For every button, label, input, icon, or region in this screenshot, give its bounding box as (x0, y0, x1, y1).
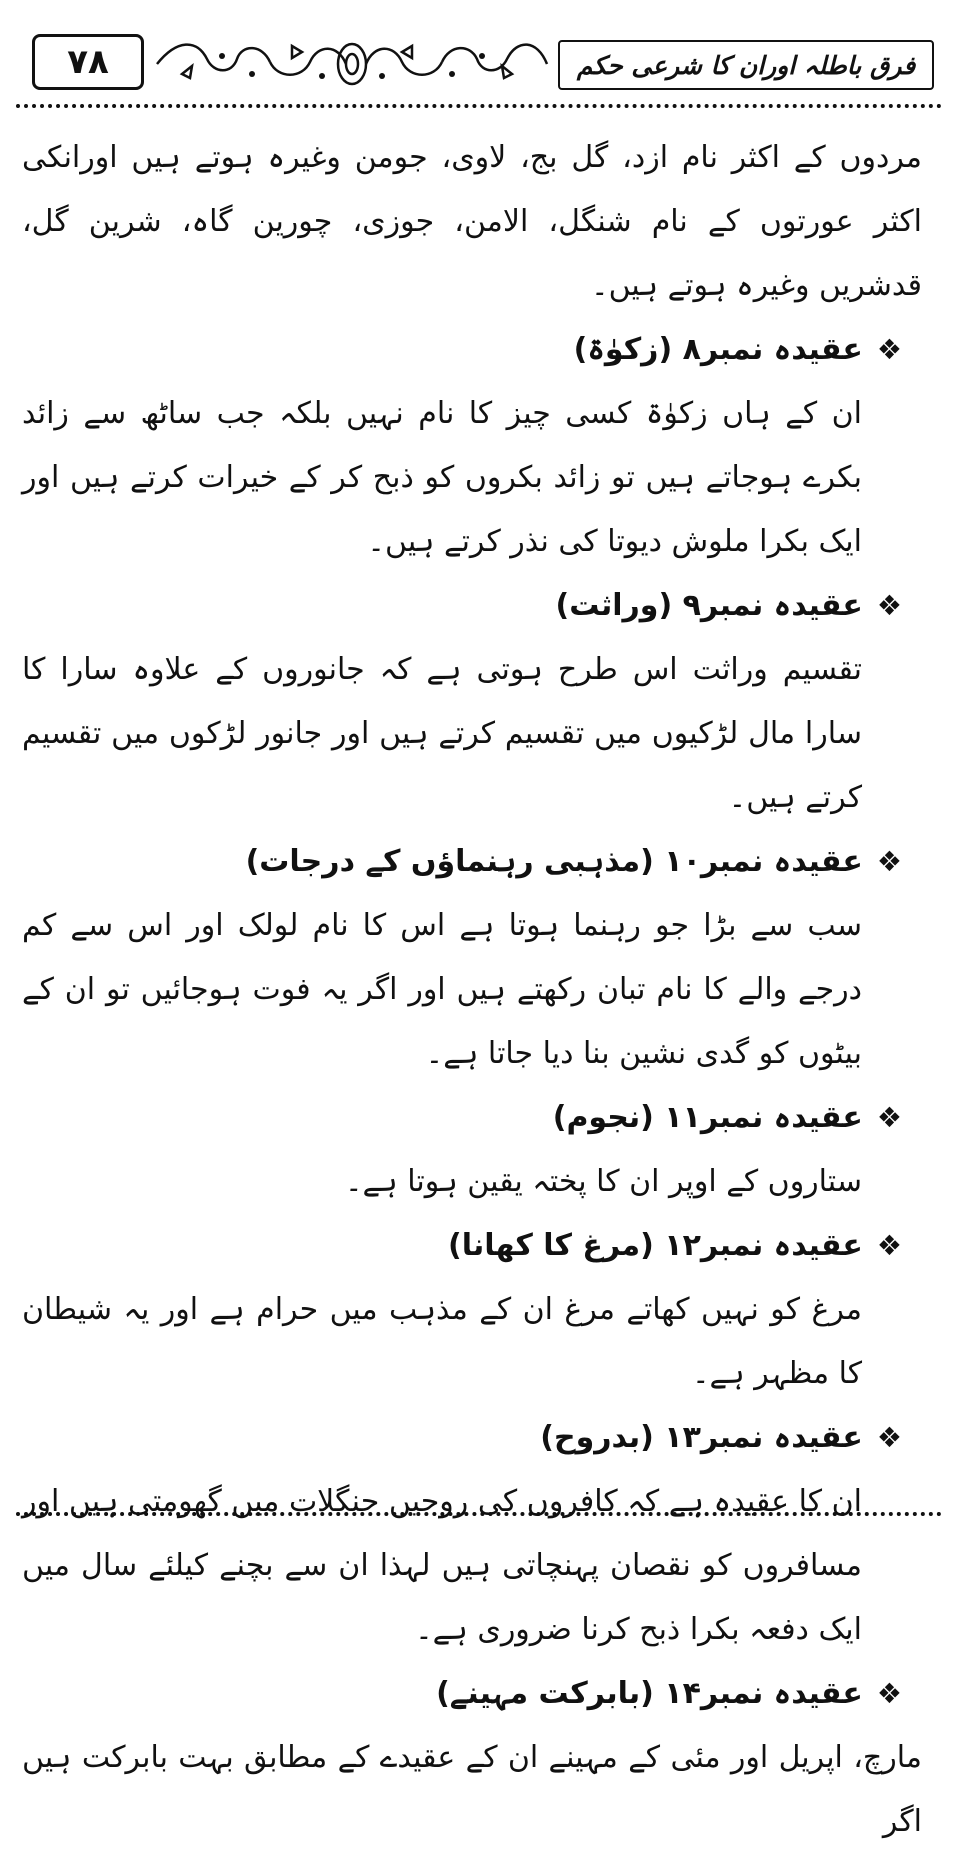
paragraph-chicken: مرغ کو نہیں کھاتے مرغ ان کے مذہب میں حرام ہے اور یہ شیطان کا مظہر ہے۔ (22, 1292, 862, 1391)
heading-inheritance (22, 574, 922, 638)
heading-astrology (22, 1086, 922, 1150)
page-header (14, 30, 944, 100)
header-dotted-rule (16, 104, 942, 108)
diamond-bullet-icon: ❖ (876, 333, 902, 366)
running-title: فرق باطلہ اوران کا شرعی حکم (558, 40, 934, 90)
heading-text: عقیدہ نمبر۱۴ (بابرکت مہینے) (436, 1676, 863, 1711)
paragraph-names: مردوں کے اکثر نام ازد، گل بج، لاوی، جومن وغیرہ ہوتے ہیں اورانکی اکثر عورتوں کے نام شنگل، الامن، جوزی، چورین گاہ، شرین گل، قدشریں وغیرہ ہوتے ہیں۔ (22, 140, 922, 303)
heading-zakat (22, 318, 922, 382)
paragraph-religious-leaders: سب سے بڑا جو رہنما ہوتا ہے اس کا نام لولک اور اس سے کم درجے والے کا نام تبان رکھتے ہیں اور اگر یہ فوت ہوجائیں تو ان کے بیٹوں کو گدی نشین بنا دیا جاتا ہے۔ (22, 908, 862, 1071)
heading-text: عقیدہ نمبر۸ (زکوٰۃ) (573, 332, 863, 367)
paragraph-zakat: ان کے ہاں زکوٰۃ کسی چیز کا نام نہیں بلکہ جب ساٹھ سے زائد بکرے ہوجاتے ہیں تو زائد بکروں کو ذبح کر کے خیرات کرتے ہیں اور ایک بکرا ملوش دیوتا کی نذر کرتے ہیں۔ (22, 396, 862, 559)
heading-chicken (22, 1214, 922, 1278)
footer-dotted-rule (16, 1512, 942, 1516)
paragraph-astrology: ستاروں کے اوپر ان کا پختہ یقین ہوتا ہے۔ (344, 1164, 862, 1199)
heading-text: عقیدہ نمبر۹ (وراثت) (555, 588, 863, 623)
diamond-bullet-icon: ❖ (876, 1677, 902, 1710)
page-number: ۷۸ (32, 34, 144, 90)
diamond-bullet-icon: ❖ (876, 845, 902, 878)
paragraph-evil-spirit: ان کا عقیدہ ہے کہ کافروں کی روحیں جنگلات میں گھومتی ہیں اور مسافروں کو نقصان پہنچاتی ہیں لہذا ان سے بچنے کیلئے سال میں ایک دفعہ بکرا ذبح کرنا ضروری ہے۔ (22, 1484, 862, 1647)
heading-text: عقیدہ نمبر۱۰ (مذہبی رہنماؤں کے درجات) (245, 844, 863, 879)
heading-text: عقیدہ نمبر۱۱ (نجوم) (552, 1100, 863, 1135)
paragraph-blessed-months: مارچ، اپریل اور مئی کے مہینے ان کے عقیدے کے مطابق بہت بابرکت ہیں اگر (22, 1740, 922, 1839)
heading-blessed-months (22, 1662, 922, 1726)
diamond-bullet-icon: ❖ (876, 1101, 902, 1134)
heading-text: عقیدہ نمبر۱۳ (بدروح) (540, 1420, 863, 1455)
diamond-bullet-icon: ❖ (876, 1421, 902, 1454)
floral-ornament-icon (152, 34, 552, 94)
paragraph-inheritance: تقسیم وراثت اس طرح ہوتی ہے کہ جانوروں کے علاوہ سارا کا سارا مال لڑکیوں میں تقسیم کرتے ہیں اور جانور لڑکوں میں تقسیم کرتے ہیں۔ (22, 652, 862, 815)
heading-evil-spirit (22, 1406, 922, 1470)
diamond-bullet-icon: ❖ (876, 1229, 902, 1262)
heading-religious-leaders (22, 830, 922, 894)
diamond-bullet-icon: ❖ (876, 589, 902, 622)
heading-text: عقیدہ نمبر۱۲ (مرغ کا کھانا) (448, 1228, 863, 1263)
page-body (22, 126, 922, 1854)
